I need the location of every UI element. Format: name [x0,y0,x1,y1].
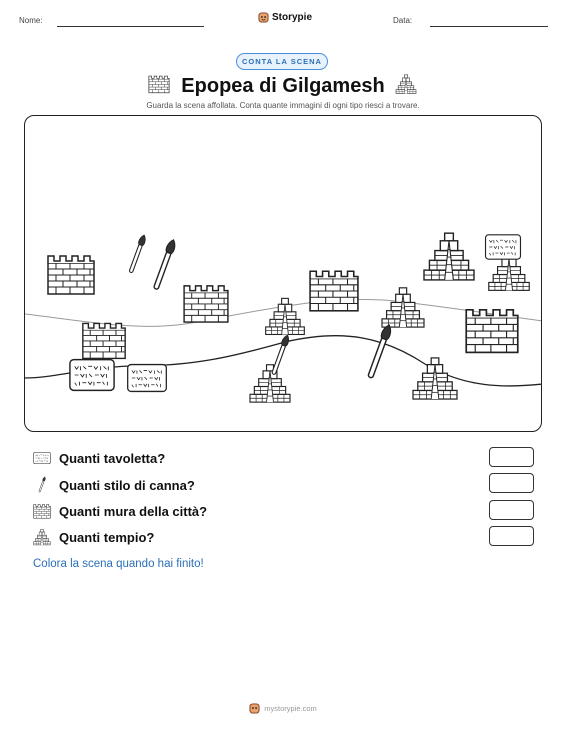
reed-stylus-icon [33,476,51,494]
tablet-icon [33,449,51,467]
name-label: Nome: [19,16,43,25]
page-title: Epopea di Gilgamesh [181,75,385,97]
temple-icon [395,74,417,94]
temple-icon[interactable] [264,296,306,336]
city-wall-icon [33,502,51,520]
question-text: Quanti stilo di canna? [59,477,195,493]
temple-icon[interactable] [420,231,478,281]
temple-icon [33,528,51,546]
reed-stylus-icon[interactable] [149,237,179,295]
answer-box-stylus[interactable] [489,473,534,493]
tablet-icon[interactable] [484,233,522,261]
answer-box-city-wall[interactable] [489,500,534,520]
question-city-wall [33,501,207,521]
page-footer [0,703,566,714]
answer-box-tablet[interactable] [489,447,534,467]
page-subtitle: Guarda la scena affollata. Conta quante immagini di ogni tipo riesci a trovare. [146,101,420,110]
tablet-icon[interactable] [126,362,168,394]
city-wall-icon[interactable] [182,283,230,323]
name-line[interactable] [57,26,204,27]
brand-name: Storypie [272,12,313,23]
question-text: Quanti tempio? [59,529,155,545]
city-wall-icon[interactable] [46,253,96,295]
worksheet-header [0,12,566,32]
city-wall-icon[interactable] [464,306,520,354]
question-temple [33,527,154,547]
storypie-logo-icon [258,12,269,23]
question-stylus [33,475,195,495]
question-text: Quanti tavoletta? [59,450,166,466]
city-wall-icon[interactable] [308,268,360,312]
coloring-instruction: Colora la scena quando hai finito! [33,558,204,570]
temple-icon[interactable] [410,356,460,400]
question-text: Quanti mura della città? [59,503,208,519]
question-tablet [33,448,165,468]
activity-badge: CONTA LA SCENA [236,53,328,70]
answer-box-temple[interactable] [489,526,534,546]
date-label: Data: [393,16,413,25]
reed-stylus-icon[interactable] [362,322,396,384]
city-wall-icon[interactable] [81,320,127,360]
footer-url: mystorypie.com [264,704,317,713]
counting-scene [24,115,542,432]
tablet-icon[interactable] [68,357,116,393]
reed-stylus-icon[interactable] [125,233,149,277]
date-line[interactable] [430,26,548,27]
brand [258,12,312,23]
storypie-logo-icon [249,703,260,714]
reed-stylus-icon[interactable] [268,333,292,379]
